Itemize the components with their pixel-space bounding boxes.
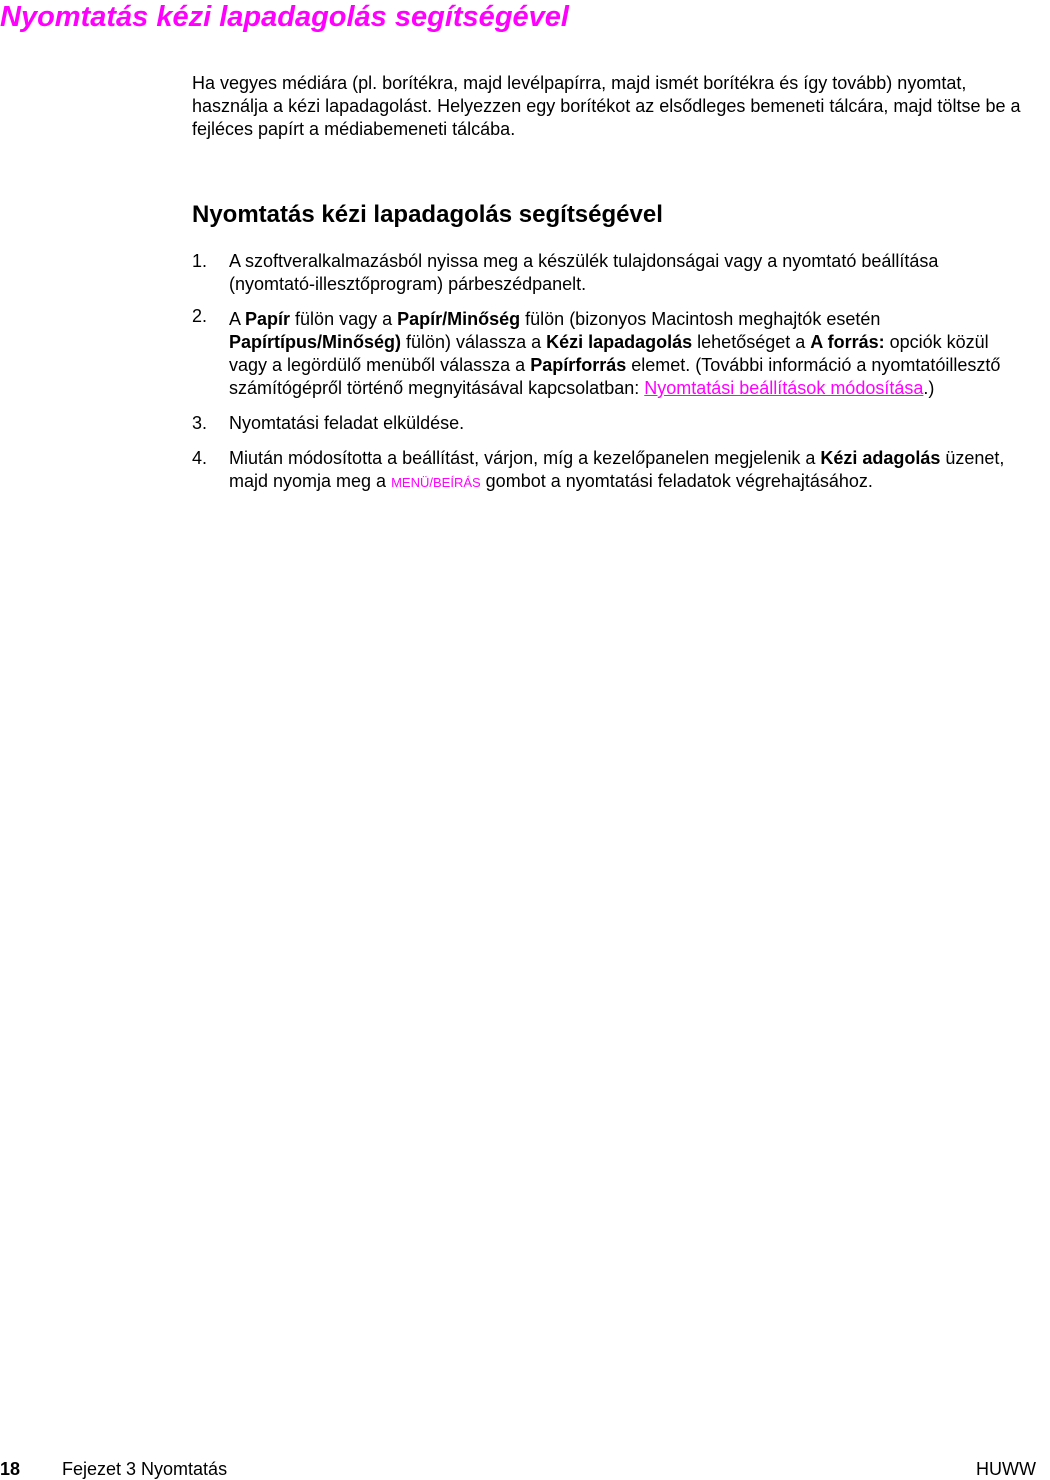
ui-term-paper-quality-tab: Papír/Minőség — [397, 309, 521, 329]
ui-term-paper-source: Papírforrás — [530, 355, 627, 375]
step-number: 2. — [192, 306, 208, 326]
menu-key: MENÜ — [391, 475, 430, 490]
step-number: 4. — [192, 448, 208, 468]
key-separator: / — [429, 475, 433, 490]
step-text: Nyomtatási feladat elküldése. — [229, 413, 465, 433]
step-text: A szoftveralkalmazásból nyissa meg a készülék tulajdonságai vagy a nyomtató beállítása (nyomtató-illesztőprogram) párbeszédpanelt. — [229, 251, 939, 294]
ui-term-manual-feed: Kézi lapadagolás — [546, 332, 693, 352]
text-fragment: fülön vagy a — [290, 309, 398, 329]
list-item — [192, 250, 1022, 296]
section-heading: Nyomtatás kézi lapadagolás segítségével — [192, 201, 663, 228]
text-fragment: üzenet, majd nyomja meg a — [229, 448, 1005, 491]
list-item — [192, 447, 1022, 494]
page-number: 18 — [0, 1459, 21, 1479]
footer-region-code: HUWW — [976, 1459, 1036, 1479]
chapter-label: Fejezet 3 Nyomtatás — [62, 1459, 228, 1479]
list-item — [192, 308, 1022, 400]
step-number: 1. — [192, 251, 208, 271]
steps-list — [192, 250, 1022, 506]
page-title: Nyomtatás kézi lapadagolás segítségével — [0, 1, 569, 33]
text-fragment: lehetőséget a — [692, 332, 811, 352]
text-fragment: .) — [923, 378, 935, 398]
list-item — [192, 412, 1022, 435]
intro-paragraph: Ha vegyes médiára (pl. borítékra, majd levélpapírra, majd ismét borítékra és így tovább) nyomtat, használja a kézi lapadagolást. Helyezzen egy borítékot az elsődleges bemeneti tálcára, majd töltse be a fejléces papírt a médiabemeneti tálcába. — [192, 73, 1021, 139]
ui-term-paper-type-quality-tab: Papírtípus/Minőség) — [229, 332, 402, 352]
step-text — [229, 309, 1000, 398]
text-fragment: opciók közül vagy a legördülő menüből válassza a — [229, 332, 989, 375]
step-number: 3. — [192, 413, 208, 433]
text-fragment: elemet. (További információ a nyomtatóillesztő számítógépről történő megnyitásával kapcsolatban: — [229, 355, 1001, 398]
enter-key: BEÍRÁS — [432, 475, 481, 490]
step-text — [229, 448, 1004, 491]
change-print-settings-link[interactable]: Nyomtatási beállítások módosítása — [644, 378, 924, 398]
ui-term-source: A forrás: — [810, 332, 885, 352]
text-fragment: Miután módosította a beállítást, várjon, míg a kezelőpanelen megjelenik a — [229, 448, 821, 468]
text-fragment: gombot a nyomtatási feladatok végrehajtásához. — [480, 471, 873, 491]
text-fragment: fülön (bizonyos Macintosh meghajtók esetén — [520, 309, 881, 329]
ui-term-manual-feed-message: Kézi adagolás — [820, 448, 941, 468]
text-fragment: fülön) válassza a — [401, 332, 547, 352]
ui-term-paper-tab: Papír — [245, 309, 291, 329]
text-fragment: A — [229, 309, 246, 329]
